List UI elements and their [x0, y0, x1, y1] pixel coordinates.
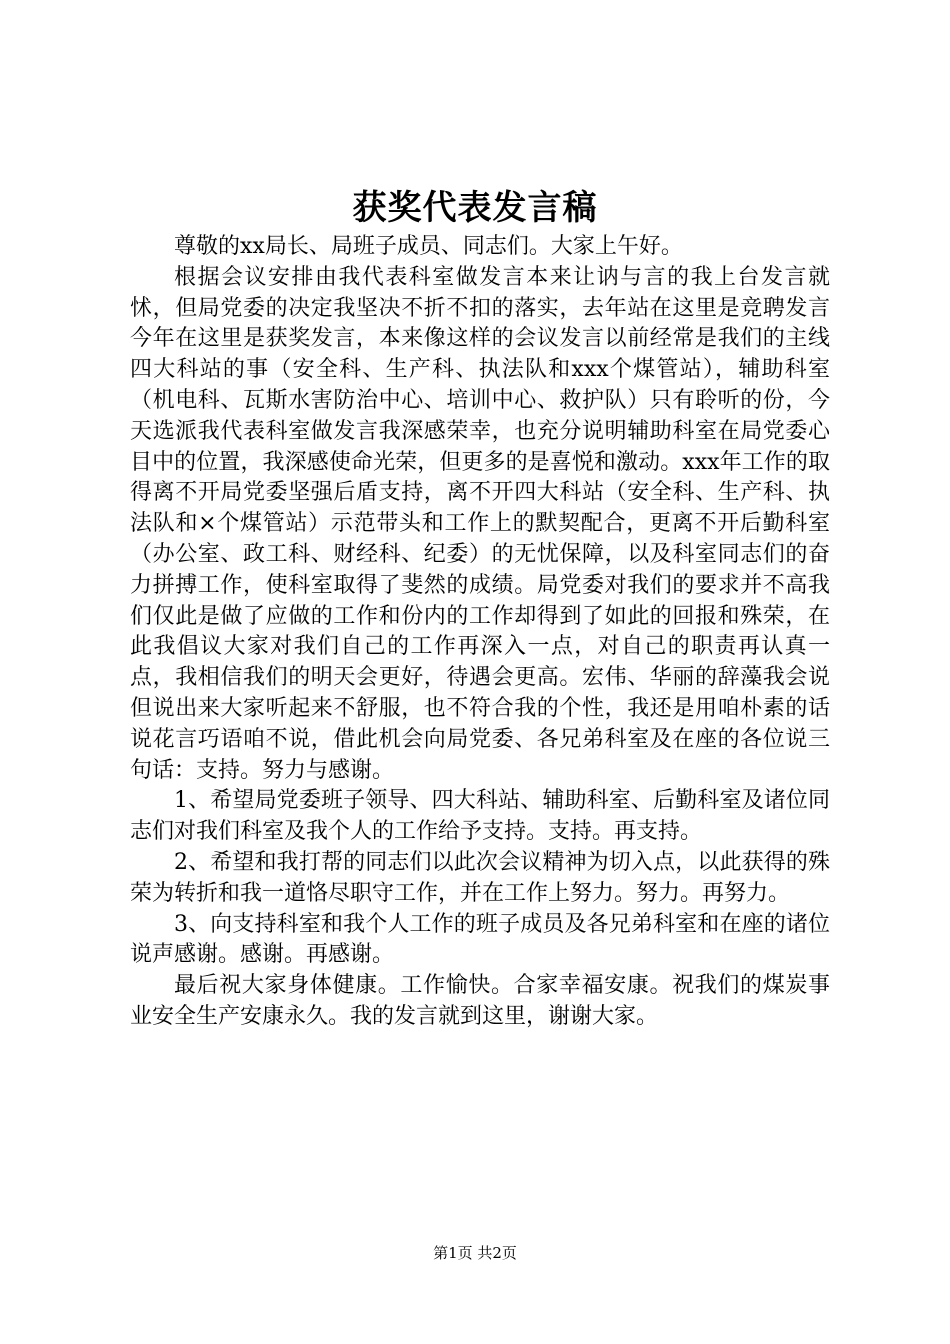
paragraph-point-2: 2、希望和我打帮的同志们以此次会议精神为切入点，以此获得的殊荣为转折和我一道恪尽职守工作，并在工作上努力。努力。再努力。: [130, 849, 830, 906]
document-body: [130, 232, 830, 1033]
paragraph-closing: 最后祝大家身体健康。工作愉快。合家幸福安康。祝我们的煤炭事业安全生产安康永久。我的发言就到这里，谢谢大家。: [130, 973, 830, 1029]
paragraph-main: 根据会议安排由我代表科室做发言本来让讷与言的我上台发言就怵，但局党委的决定我坚决不折不扣的落实，去年站在这里是竞聘发言今年在这里是获奖发言，本来像这样的会议发言以前经常是我们的主线四大科站的事（安全科、生产科、执法队和xxx个煤管站），辅助科室（机电科、瓦斯水害防治中心、培训中心、救护队）只有聆听的份，今天选派我代表科室做发言我深感荣幸，也充分说明辅助科室在局党委心目中的位置，我深感使命光荣，但更多的是喜悦和激动。xxx年工作的取得离不开局党委坚强后盾支持，离不开四大科站（安全科、生产科、执法队和×个煤管站）示范带头和工作上的默契配合，更离不开后勤科室（办公室、政工科、财经科、纪委）的无忧保障，以及科室同志们的奋力拼搏工作，使科室取得了斐然的成绩。局党委对我们的要求并不高我们仅此是做了应做的工作和份内的工作却得到了如此的回报和殊荣，在此我倡议大家对我们自己的工作再深入一点，对自己的职责再认真一点，我相信我们的明天会更好，待遇会更高。宏伟、华丽的辞藻我会说但说出来大家听起来不舒服，也不符合我的个性，我还是用咱朴素的话说花言巧语咱不说，借此机会向局党委、各兄弟科室及在座的各位说三句话：支持。努力与感谢。: [130, 264, 830, 783]
document-title: 获奖代表发言稿: [352, 188, 598, 228]
paragraph-point-3: 3、向支持科室和我个人工作的班子成员及各兄弟科室和在座的诸位说声感谢。感谢。再感谢。: [130, 911, 830, 968]
paragraph-point-1: 1、希望局党委班子领导、四大科站、辅助科室、后勤科室及诸位同志们对我们科室及我个人的工作给予支持。支持。再支持。: [130, 788, 830, 845]
page-footer: 第1页 共2页: [433, 1244, 517, 1262]
paragraph-greeting: 尊敬的xx局长、局班子成员、同志们。大家上午好。: [174, 234, 683, 259]
